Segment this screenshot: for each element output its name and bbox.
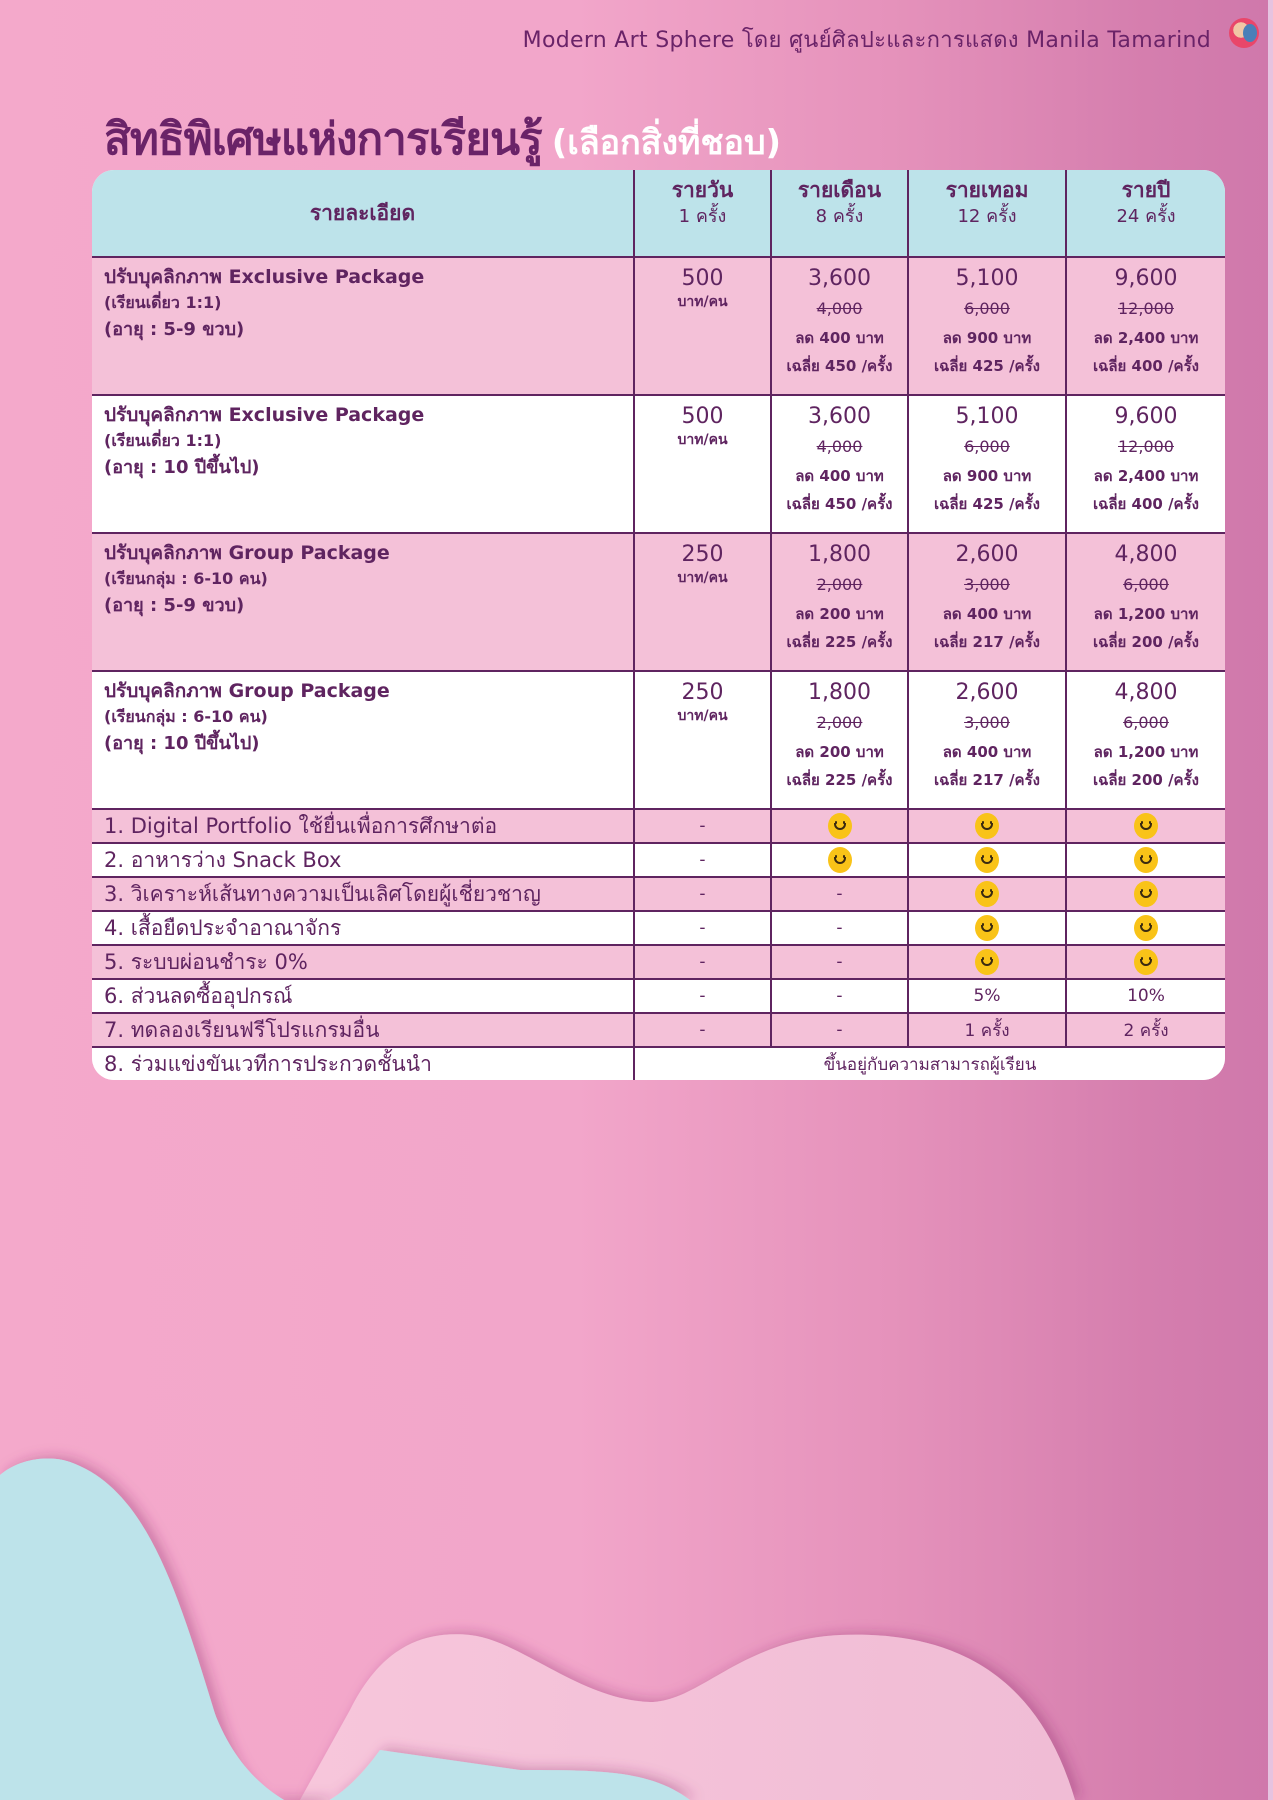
smiley-icon <box>1134 847 1158 873</box>
package-description: ปรับบุคลิกภาพ Group Package (เรียนกลุ่ม : 6-10 คน) (อายุ : 5-9 ขวบ) <box>92 533 634 671</box>
benefit-row <box>92 843 1225 877</box>
benefit-yearly <box>1066 911 1225 945</box>
benefit-value-all: ขึ้นอยู่กับความสามารถผู้เรียน <box>634 1047 1225 1080</box>
benefit-row <box>92 1047 1225 1080</box>
benefit-label: 7. ทดลองเรียนฟรีโปรแกรมอื่น <box>92 1013 634 1047</box>
price-yearly: 4,800 6,000 ลด 1,200 บาท เฉลี่ย 200 /ครั้ง <box>1066 671 1225 809</box>
smiley-icon <box>975 949 999 975</box>
benefit-term <box>908 945 1066 979</box>
package-description: ปรับบุคลิกภาพ Exclusive Package (เรียนเดี่ยว 1:1) (อายุ : 5-9 ขวบ) <box>92 257 634 395</box>
benefit-monthly: - <box>771 1013 908 1047</box>
price-term: 2,600 3,000 ลด 400 บาท เฉลี่ย 217 /ครั้ง <box>908 533 1066 671</box>
benefit-monthly <box>771 843 908 877</box>
benefit-row <box>92 979 1225 1013</box>
benefit-label: 2. อาหารว่าง Snack Box <box>92 843 634 877</box>
smiley-icon <box>828 847 852 873</box>
benefit-daily: - <box>634 877 771 911</box>
benefit-monthly: - <box>771 945 908 979</box>
brand-line: Modern Art Sphere โดย ศูนย์ศิลปะและการแสดง Manila Tamarind <box>522 28 1211 53</box>
benefit-label: 3. วิเคราะห์เส้นทางความเป็นเลิศโดยผู้เชี่ยวชาญ <box>92 877 634 911</box>
price-daily: 500 บาท/คน <box>634 395 771 533</box>
package-description: ปรับบุคลิกภาพ Exclusive Package (เรียนเดี่ยว 1:1) (อายุ : 10 ปีขึ้นไป) <box>92 395 634 533</box>
col-header-monthly: รายเดือน 8 ครั้ง <box>771 170 908 257</box>
price-monthly: 1,800 2,000 ลด 200 บาท เฉลี่ย 225 /ครั้ง <box>771 671 908 809</box>
benefit-daily: - <box>634 843 771 877</box>
benefit-monthly: - <box>771 877 908 911</box>
benefit-daily: - <box>634 809 771 843</box>
smiley-icon <box>1134 881 1158 907</box>
smiley-icon <box>828 813 852 839</box>
pricing-table <box>92 170 1225 1080</box>
price-monthly: 3,600 4,000 ลด 400 บาท เฉลี่ย 450 /ครั้ง <box>771 257 908 395</box>
benefit-daily: - <box>634 911 771 945</box>
benefit-yearly <box>1066 945 1225 979</box>
price-daily: 250 บาท/คน <box>634 533 771 671</box>
price-monthly: 1,800 2,000 ลด 200 บาท เฉลี่ย 225 /ครั้ง <box>771 533 908 671</box>
package-row <box>92 533 1225 671</box>
benefit-yearly <box>1066 843 1225 877</box>
benefit-yearly <box>1066 877 1225 911</box>
benefit-daily: - <box>634 1013 771 1047</box>
benefit-label: 8. ร่วมแข่งขันเวทีการประกวดชั้นนำ <box>92 1047 634 1080</box>
package-row <box>92 395 1225 533</box>
benefit-row <box>92 911 1225 945</box>
smiley-icon <box>975 847 999 873</box>
detail-header: รายละเอียด <box>92 170 634 257</box>
benefit-row <box>92 1013 1225 1047</box>
benefit-term: 1 ครั้ง <box>908 1013 1066 1047</box>
col-header-daily: รายวัน 1 ครั้ง <box>634 170 771 257</box>
benefit-yearly <box>1066 809 1225 843</box>
smiley-icon <box>1134 813 1158 839</box>
price-term: 5,100 6,000 ลด 900 บาท เฉลี่ย 425 /ครั้ง <box>908 395 1066 533</box>
price-yearly: 4,800 6,000 ลด 1,200 บาท เฉลี่ย 200 /ครั้ง <box>1066 533 1225 671</box>
title-main: สิทธิพิเศษแห่งการเรียนรู้ <box>104 114 542 165</box>
price-term: 5,100 6,000 ลด 900 บาท เฉลี่ย 425 /ครั้ง <box>908 257 1066 395</box>
benefit-row <box>92 809 1225 843</box>
package-row <box>92 671 1225 809</box>
price-yearly: 9,600 12,000 ลด 2,400 บาท เฉลี่ย 400 /ครั้ง <box>1066 257 1225 395</box>
package-description: ปรับบุคลิกภาพ Group Package (เรียนกลุ่ม : 6-10 คน) (อายุ : 10 ปีขึ้นไป) <box>92 671 634 809</box>
benefit-yearly: 2 ครั้ง <box>1066 1013 1225 1047</box>
benefit-daily: - <box>634 945 771 979</box>
smiley-icon <box>975 915 999 941</box>
page-title <box>104 104 781 174</box>
benefit-row <box>92 945 1225 979</box>
price-yearly: 9,600 12,000 ลด 2,400 บาท เฉลี่ย 400 /ครั้ง <box>1066 395 1225 533</box>
price-monthly: 3,600 4,000 ลด 400 บาท เฉลี่ย 450 /ครั้ง <box>771 395 908 533</box>
price-term: 2,600 3,000 ลด 400 บาท เฉลี่ย 217 /ครั้ง <box>908 671 1066 809</box>
benefit-term <box>908 809 1066 843</box>
benefit-label: 4. เสื้อยืดประจำอาณาจักร <box>92 911 634 945</box>
col-header-yearly: รายปี 24 ครั้ง <box>1066 170 1225 257</box>
title-sub: (เลือกสิ่งที่ชอบ) <box>551 123 782 163</box>
col-header-term: รายเทอม 12 ครั้ง <box>908 170 1066 257</box>
benefit-row <box>92 877 1225 911</box>
benefit-term: 5% <box>908 979 1066 1013</box>
benefit-term <box>908 911 1066 945</box>
benefit-label: 5. ระบบผ่อนชำระ 0% <box>92 945 634 979</box>
smiley-icon <box>1134 949 1158 975</box>
benefit-yearly: 10% <box>1066 979 1225 1013</box>
price-daily: 250 บาท/คน <box>634 671 771 809</box>
benefit-daily: - <box>634 979 771 1013</box>
smiley-icon <box>975 881 999 907</box>
decorative-waves <box>0 1440 1273 1800</box>
smiley-icon <box>1134 915 1158 941</box>
benefit-term <box>908 843 1066 877</box>
table-header-row <box>92 170 1225 257</box>
benefit-monthly <box>771 809 908 843</box>
benefit-monthly: - <box>771 911 908 945</box>
benefit-label: 1. Digital Portfolio ใช้ยื่นเพื่อการศึกษาต่อ <box>92 809 634 843</box>
benefit-monthly: - <box>771 979 908 1013</box>
price-daily: 500 บาท/คน <box>634 257 771 395</box>
artist-avatar-icon <box>1229 18 1259 48</box>
benefit-label: 6. ส่วนลดซื้ออุปกรณ์ <box>92 979 634 1013</box>
benefit-term <box>908 877 1066 911</box>
smiley-icon <box>975 813 999 839</box>
package-row <box>92 257 1225 395</box>
